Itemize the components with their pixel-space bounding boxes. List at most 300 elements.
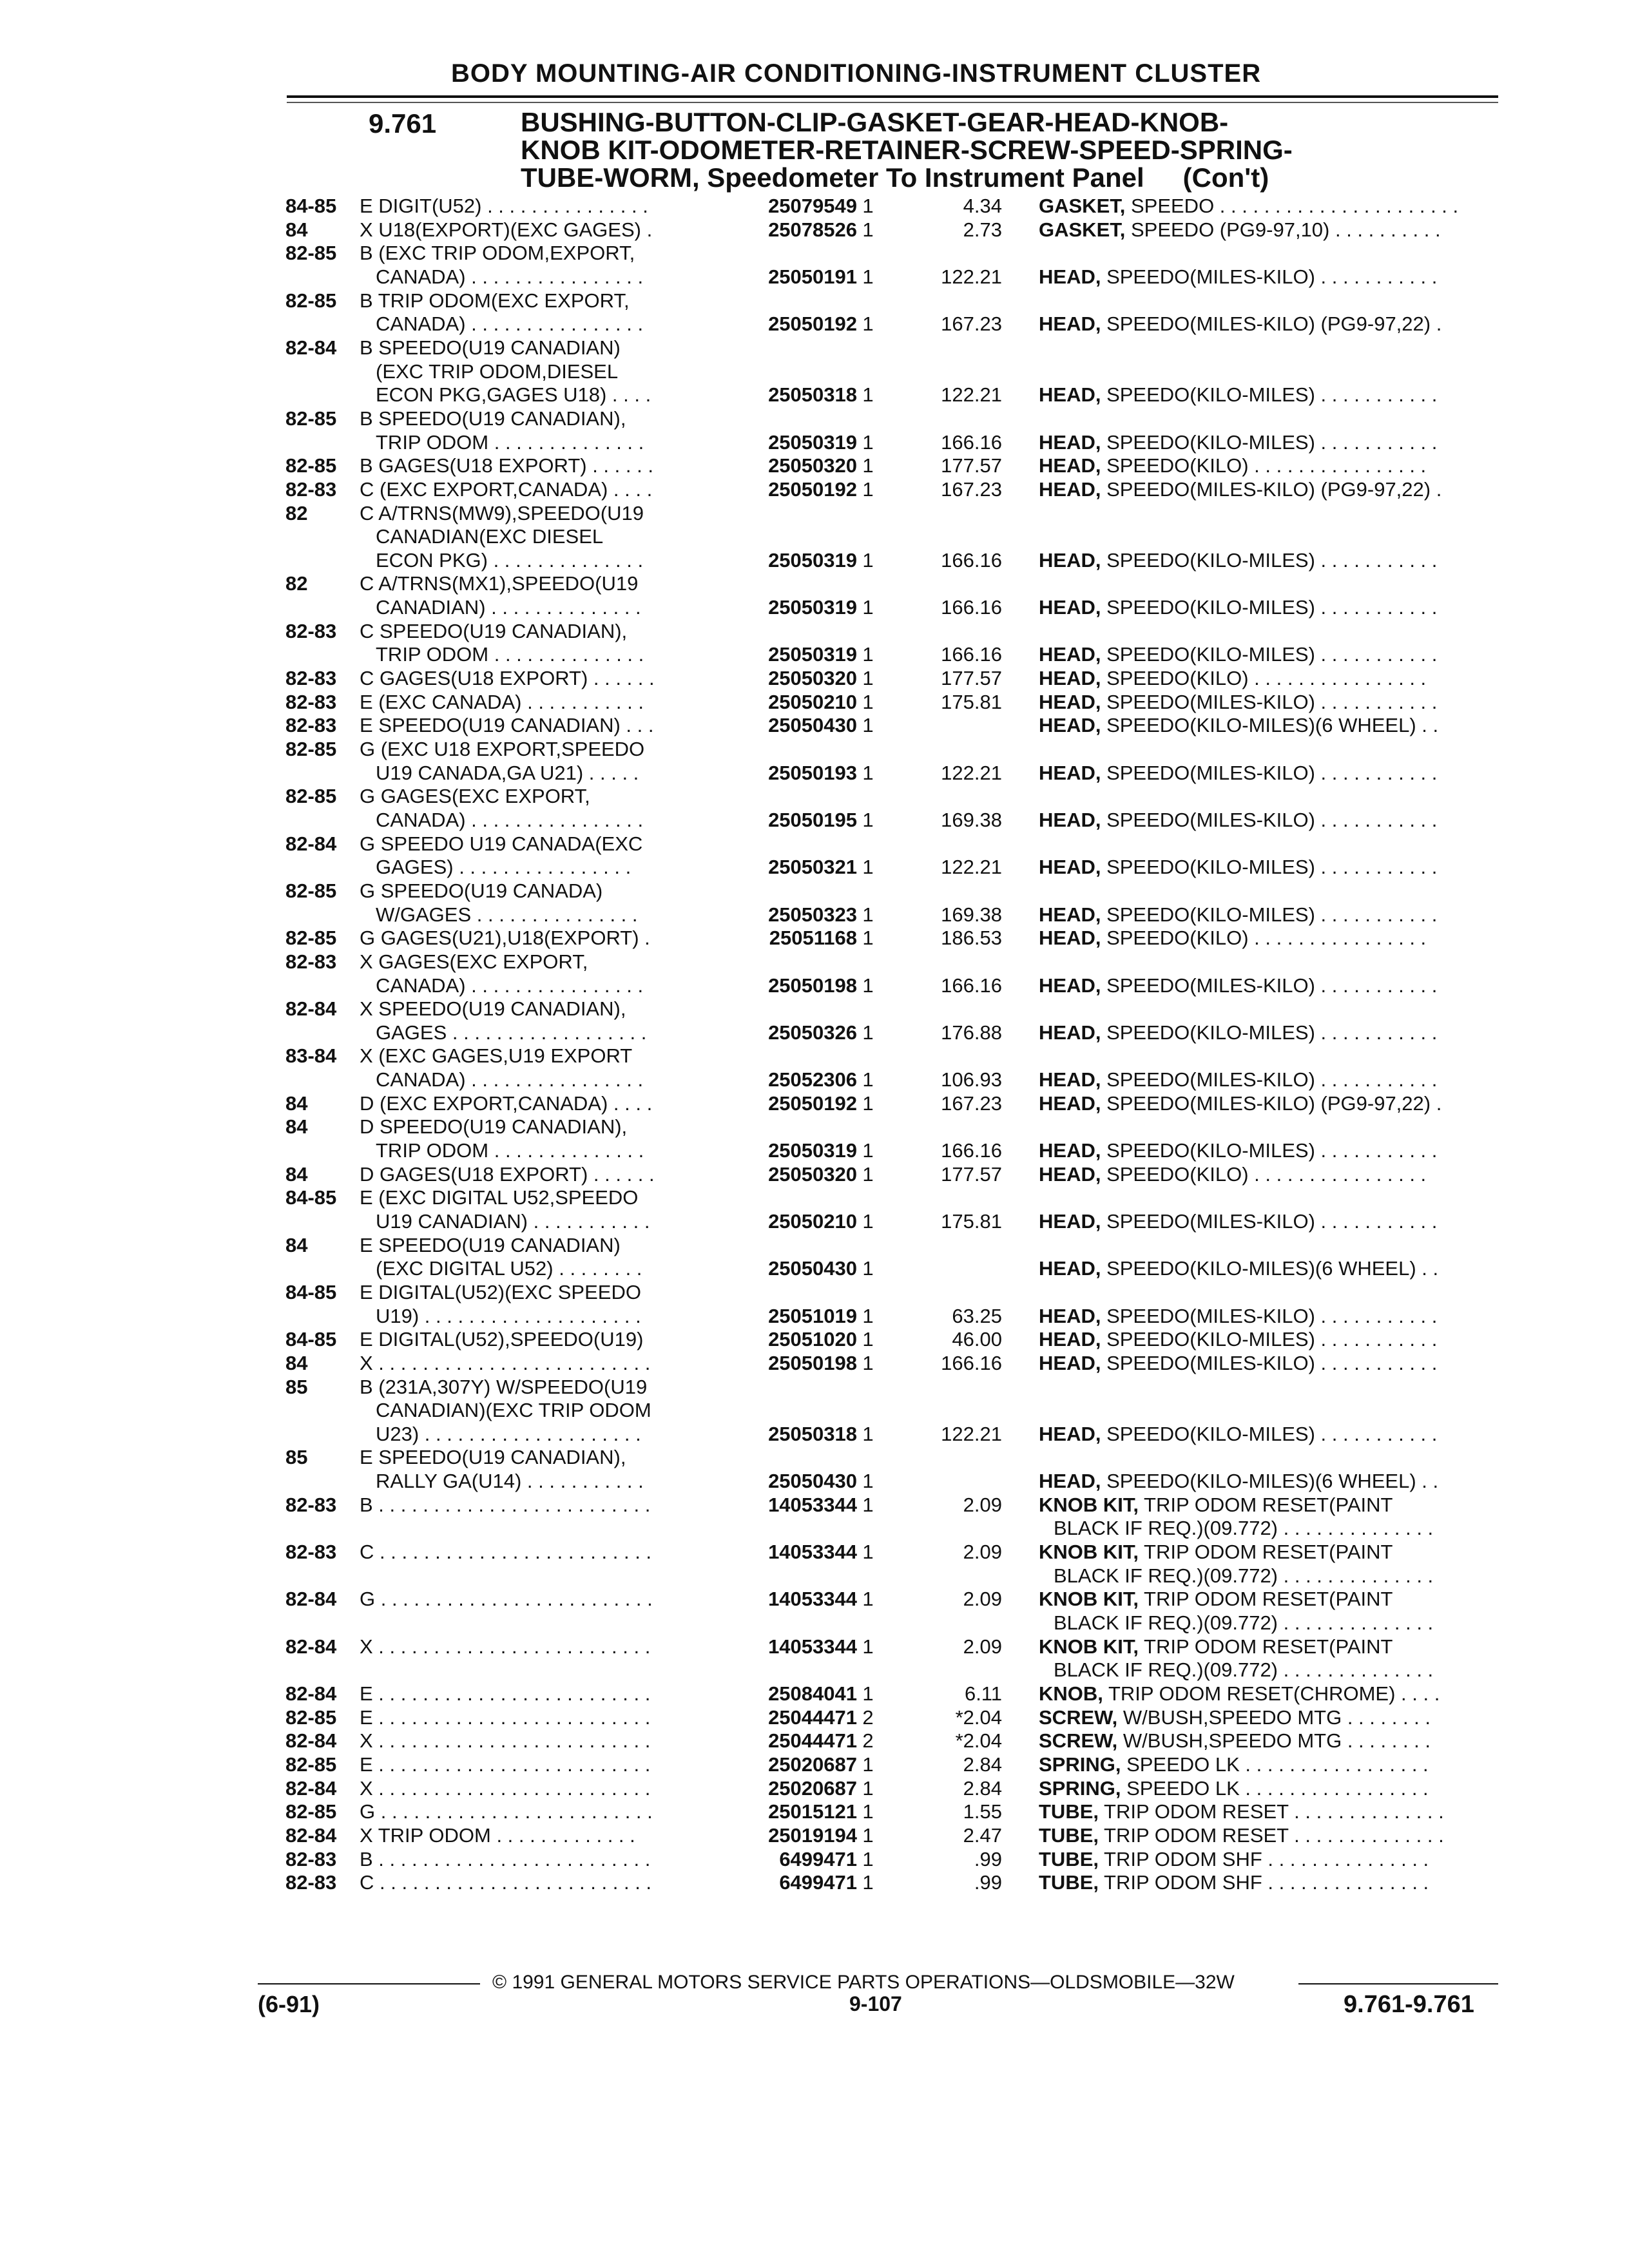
price: 2.84: [963, 1753, 1002, 1776]
table-row: [0, 406, 1629, 432]
application-description: X GAGES(EXC EXPORT,: [360, 950, 588, 973]
part-name: [1039, 666, 1426, 691]
part-name-keyword: HEAD,: [1039, 667, 1101, 689]
part-name-detail: SPEEDO(KILO-MILES) . . . . . . . . . . .: [1101, 643, 1438, 666]
quantity: 1: [862, 856, 874, 879]
table-row: [0, 453, 1629, 479]
table-row: [0, 1020, 1629, 1046]
part-name: [1039, 1256, 1438, 1282]
model-year: 84-85: [285, 1328, 337, 1351]
model-year: 82-83: [285, 619, 337, 642]
part-name-detail: SPEEDO(KILO) . . . . . . . . . . . . . . . .: [1101, 1162, 1427, 1186]
model-year: 84: [285, 1351, 308, 1374]
part-name-detail: BLACK IF REQ.)(09.772) . . . . . . . . . . . . . .: [1054, 1564, 1434, 1587]
model-year: 82-85: [285, 289, 337, 312]
section-title-line-3: [521, 164, 1293, 191]
part-name: [1054, 1563, 1433, 1589]
table-row: [0, 524, 1629, 550]
table-row: [0, 807, 1629, 833]
part-number: 25050192: [768, 312, 857, 336]
part-name-detail: TRIP ODOM RESET(CHROME) . . . .: [1103, 1682, 1440, 1705]
model-year: 82-85: [285, 1706, 337, 1729]
part-name-detail: SPEEDO(MILES-KILO) . . . . . . . . . . .: [1101, 265, 1438, 288]
application-description: CANADIAN(EXC DIESEL: [376, 525, 604, 548]
application-description: G . . . . . . . . . . . . . . . . . . . . . . . . .: [360, 1800, 653, 1823]
table-row: [0, 1539, 1629, 1565]
part-name-detail: SPEEDO(KILO-MILES)(6 WHEEL) . .: [1101, 714, 1439, 737]
part-name: [1039, 1303, 1437, 1329]
table-row: [0, 1728, 1629, 1754]
model-year: 82-84: [285, 1635, 337, 1658]
application-description: B GAGES(U18 EXPORT) . . . . . .: [360, 454, 653, 477]
application-description: C A/TRNS(MW9),SPEEDO(U19: [360, 501, 644, 524]
application-description: X . . . . . . . . . . . . . . . . . . . . . . . . .: [360, 1351, 651, 1374]
model-year: 82-85: [285, 785, 337, 808]
price: 122.21: [941, 761, 1002, 784]
application-description: X . . . . . . . . . . . . . . . . . . . . . . . . .: [360, 1635, 651, 1658]
table-row: [0, 1776, 1629, 1802]
quantity: 1: [862, 218, 874, 241]
application-description: B SPEEDO(U19 CANADIAN): [360, 336, 621, 359]
part-name-detail: SPEEDO(KILO-MILES) . . . . . . . . . . .: [1101, 383, 1438, 407]
application-description: C . . . . . . . . . . . . . . . . . . . . . . . . .: [360, 1541, 652, 1563]
price: .99: [974, 1871, 1002, 1894]
model-year: 82: [285, 501, 308, 524]
section-title: [521, 108, 1293, 191]
price: 166.16: [941, 430, 1002, 454]
application-description: U23) . . . . . . . . . . . . . . . . . . . .: [376, 1422, 641, 1445]
model-year: 82-83: [285, 477, 337, 501]
part-number: 25050320: [768, 667, 857, 689]
part-name-detail: SPEEDO(MILES-KILO) (PG9-97,22) .: [1101, 312, 1442, 336]
part-name-detail: SPEEDO(KILO) . . . . . . . . . . . . . . . .: [1101, 454, 1427, 477]
part-name: [1039, 925, 1426, 951]
quantity: 2: [862, 1729, 874, 1753]
footer-rule-left: [258, 1983, 480, 1984]
part-name: [1039, 689, 1437, 715]
model-year: 84-85: [285, 1280, 337, 1303]
application-description: G GAGES(U21),U18(EXPORT) .: [360, 927, 650, 950]
application-description: X . . . . . . . . . . . . . . . . . . . . . . . . .: [360, 1776, 651, 1800]
part-number: 25050210: [768, 1210, 857, 1233]
part-name: [1039, 1870, 1429, 1896]
table-row: [0, 1468, 1629, 1494]
part-name-detail: SPEEDO(MILES-KILO) . . . . . . . . . . .: [1101, 808, 1438, 831]
part-name-keyword: SCREW,: [1039, 1706, 1118, 1729]
price: 2.09: [963, 1635, 1002, 1658]
part-name-keyword: HEAD,: [1039, 383, 1101, 407]
model-year: 85: [285, 1375, 308, 1398]
quantity: 1: [862, 383, 874, 407]
application-description: E DIGIT(U52) . . . . . . . . . . . . . . .: [360, 195, 648, 217]
part-name-keyword: SCREW,: [1039, 1729, 1118, 1753]
part-number: 14053344: [768, 1493, 857, 1516]
part-number: 25050193: [768, 761, 857, 784]
part-name: [1054, 1515, 1433, 1541]
quantity: 1: [862, 643, 874, 666]
price: *2.04: [955, 1706, 1002, 1729]
quantity: 1: [862, 667, 874, 689]
quantity: 1: [862, 1328, 874, 1351]
table-row: [0, 1681, 1629, 1707]
application-description: TRIP ODOM . . . . . . . . . . . . . .: [376, 430, 644, 454]
part-name-keyword: HEAD,: [1039, 1422, 1101, 1445]
quantity: 1: [862, 548, 874, 572]
part-number: 25050198: [768, 1351, 857, 1374]
footer-copyright: © 1991 GENERAL MOTORS SERVICE PARTS OPERATIONS—OLDSMOBILE—32W: [492, 1972, 1235, 1993]
table-row: [0, 1091, 1629, 1117]
model-year: 82-84: [285, 336, 337, 359]
part-name: [1039, 1776, 1429, 1802]
part-name: [1039, 854, 1437, 880]
part-name-keyword: HEAD,: [1039, 690, 1101, 713]
part-name-detail: SPEEDO(MILES-KILO) . . . . . . . . . . .: [1101, 1210, 1438, 1233]
model-year: 82-84: [285, 1682, 337, 1705]
table-row: [0, 1374, 1629, 1400]
quantity: 1: [862, 1304, 874, 1327]
application-description: E DIGITAL(U52)(EXC SPEEDO: [360, 1280, 641, 1303]
price: *2.04: [955, 1729, 1002, 1753]
model-year: 82-83: [285, 667, 337, 689]
part-number: 25050326: [768, 1021, 857, 1044]
part-name-keyword: HEAD,: [1039, 1351, 1101, 1374]
part-name-detail: TRIP ODOM RESET . . . . . . . . . . . . . .: [1099, 1823, 1444, 1847]
table-row: [0, 619, 1629, 644]
part-name: [1039, 1138, 1437, 1164]
application-description: RALLY GA(U14) . . . . . . . . . . .: [376, 1470, 644, 1493]
quantity: 1: [862, 1162, 874, 1186]
table-row: [0, 311, 1629, 337]
model-year: 84: [285, 218, 308, 241]
part-name-detail: SPEEDO(MILES-KILO) . . . . . . . . . . .: [1101, 974, 1438, 997]
quantity: 1: [862, 1091, 874, 1115]
part-number: 25050320: [768, 1162, 857, 1186]
application-description: X (EXC GAGES,U19 EXPORT: [360, 1044, 633, 1068]
table-row: [0, 382, 1629, 408]
application-description: E SPEEDO(U19 CANADIAN) . . .: [360, 714, 654, 737]
part-name-keyword: KNOB KIT,: [1039, 1493, 1139, 1516]
part-name-detail: SPEEDO . . . . . . . . . . . . . . . . . . . . . .: [1125, 195, 1459, 217]
part-name-detail: SPEEDO(MILES-KILO) . . . . . . . . . . .: [1101, 1068, 1438, 1091]
price: 166.16: [941, 1351, 1002, 1374]
part-number: 25050321: [768, 856, 857, 879]
part-name-keyword: HEAD,: [1039, 1257, 1101, 1280]
table-row: [0, 1256, 1629, 1282]
part-name: [1039, 1705, 1431, 1731]
price: 122.21: [941, 265, 1002, 288]
model-year: 82-84: [285, 1588, 337, 1611]
part-name-detail: SPEEDO(KILO-MILES) . . . . . . . . . . .: [1101, 548, 1438, 572]
quantity: 1: [862, 1493, 874, 1516]
price: 175.81: [941, 690, 1002, 713]
part-name: [1039, 1728, 1431, 1754]
table-row: [0, 996, 1629, 1022]
part-name-detail: SPEEDO(KILO-MILES)(6 WHEEL) . .: [1101, 1257, 1439, 1280]
part-number: 25050319: [768, 596, 857, 619]
part-name: [1054, 1610, 1433, 1636]
table-row: [0, 925, 1629, 951]
part-name-keyword: HEAD,: [1039, 1091, 1101, 1115]
quantity: 1: [862, 1682, 874, 1705]
price: 2.73: [963, 218, 1002, 241]
model-year: 84: [285, 1162, 308, 1186]
table-row: [0, 854, 1629, 880]
part-name: [1039, 1020, 1437, 1046]
part-name-detail: SPEEDO(KILO-MILES) . . . . . . . . . . .: [1101, 596, 1438, 619]
part-number: 25044471: [768, 1729, 857, 1753]
model-year: 82-85: [285, 454, 337, 477]
table-row: [0, 571, 1629, 597]
part-name-keyword: HEAD,: [1039, 1021, 1101, 1044]
application-description: ECON PKG) . . . . . . . . . . . . . .: [376, 548, 644, 572]
part-number: 6499471: [779, 1871, 857, 1894]
application-description: W/GAGES . . . . . . . . . . . . . . .: [376, 903, 638, 926]
quantity: 1: [862, 1753, 874, 1776]
application-description: C SPEEDO(U19 CANADIAN),: [360, 619, 628, 642]
part-name: [1039, 1209, 1437, 1235]
application-description: D (EXC EXPORT,CANADA) . . . .: [360, 1091, 653, 1115]
table-row: [0, 335, 1629, 361]
table-row: [0, 1138, 1629, 1164]
part-name-keyword: TUBE,: [1039, 1871, 1099, 1894]
part-name-detail: SPEEDO(MILES-KILO) . . . . . . . . . . .: [1101, 761, 1438, 784]
table-row: [0, 1162, 1629, 1187]
table-row: [0, 1303, 1629, 1329]
application-description: C GAGES(U18 EXPORT) . . . . . .: [360, 667, 655, 689]
application-description: X SPEEDO(U19 CANADIAN),: [360, 997, 626, 1021]
quantity: 1: [862, 1823, 874, 1847]
table-row: [0, 949, 1629, 975]
part-name-keyword: HEAD,: [1039, 927, 1101, 950]
part-name: [1039, 1468, 1438, 1494]
price: 2.09: [963, 1493, 1002, 1516]
part-name-detail: SPEEDO(KILO-MILES)(6 WHEEL) . .: [1101, 1470, 1439, 1493]
quantity: 1: [862, 596, 874, 619]
model-year: 82-83: [285, 1847, 337, 1870]
table-row: [0, 288, 1629, 314]
part-number: 25050191: [768, 265, 857, 288]
part-number: 25015121: [768, 1800, 857, 1823]
model-year: 84: [285, 1115, 308, 1139]
table-row: [0, 1752, 1629, 1778]
part-number: 25050320: [768, 454, 857, 477]
price: 166.16: [941, 974, 1002, 997]
table-row: [0, 359, 1629, 385]
model-year: 82-83: [285, 1493, 337, 1516]
quantity: 1: [862, 312, 874, 336]
table-row: [0, 1209, 1629, 1235]
part-name: [1039, 1091, 1441, 1117]
model-year: 82-84: [285, 1823, 337, 1847]
price: 167.23: [941, 1091, 1002, 1115]
price: 1.55: [963, 1800, 1002, 1823]
model-year: 85: [285, 1446, 308, 1469]
part-name-keyword: GASKET,: [1039, 218, 1126, 241]
part-number: 25050319: [768, 643, 857, 666]
part-name-detail: BLACK IF REQ.)(09.772) . . . . . . . . . . . . . .: [1054, 1658, 1434, 1682]
part-number: 25050210: [768, 690, 857, 713]
application-description: B (EXC TRIP ODOM,EXPORT,: [360, 242, 635, 265]
application-description: E . . . . . . . . . . . . . . . . . . . . . . . . .: [360, 1682, 651, 1705]
table-row: [0, 240, 1629, 266]
table-row: [0, 477, 1629, 503]
part-name-detail: TRIP ODOM RESET(PAINT: [1139, 1493, 1393, 1516]
section-continued-label: (Con't): [1182, 162, 1269, 193]
part-number: 25050192: [768, 477, 857, 501]
table-row: [0, 1067, 1629, 1093]
part-name-keyword: KNOB KIT,: [1039, 1635, 1139, 1658]
quantity: 1: [862, 265, 874, 288]
part-name: [1039, 1421, 1437, 1447]
part-name: [1039, 1539, 1393, 1565]
quantity: 1: [862, 1257, 874, 1280]
model-year: 84-85: [285, 1186, 337, 1209]
model-year: 84-85: [285, 195, 337, 217]
table-row: [0, 1586, 1629, 1612]
part-name: [1039, 760, 1437, 786]
table-row: [0, 1421, 1629, 1447]
application-description: G SPEEDO(U19 CANADA): [360, 879, 603, 902]
part-name-keyword: HEAD,: [1039, 714, 1101, 737]
part-name-detail: W/BUSH,SPEEDO MTG . . . . . . . .: [1117, 1729, 1431, 1753]
table-row: [0, 1563, 1629, 1589]
part-name: [1039, 1067, 1437, 1093]
part-number: 25050430: [768, 1470, 857, 1493]
part-name-keyword: HEAD,: [1039, 548, 1101, 572]
part-name: [1039, 1823, 1444, 1849]
footer-section-range: 9.761-9.761: [1344, 1991, 1474, 2018]
table-row: [0, 1847, 1629, 1872]
table-row: [0, 1327, 1629, 1352]
price: 122.21: [941, 856, 1002, 879]
part-name-keyword: HEAD,: [1039, 312, 1101, 336]
table-row: [0, 1445, 1629, 1470]
part-name: [1039, 264, 1437, 290]
model-year: 84: [285, 1091, 308, 1115]
part-name-keyword: HEAD,: [1039, 1210, 1101, 1233]
table-row: [0, 1043, 1629, 1069]
application-description: B (231A,307Y) W/SPEEDO(U19: [360, 1375, 648, 1398]
table-row: [0, 760, 1629, 786]
table-row: [0, 736, 1629, 762]
quantity: 1: [862, 761, 874, 784]
table-row: [0, 1185, 1629, 1211]
table-row: [0, 831, 1629, 857]
application-description: B SPEEDO(U19 CANADIAN),: [360, 407, 626, 430]
model-year: 82-85: [285, 927, 337, 950]
part-name-detail: SPEEDO(MILES-KILO) . . . . . . . . . . .: [1101, 1351, 1438, 1374]
part-number: 25051168: [769, 927, 857, 950]
quantity: 1: [862, 1588, 874, 1611]
application-description: C . . . . . . . . . . . . . . . . . . . . . . . . .: [360, 1871, 652, 1894]
part-name-detail: SPEEDO(KILO-MILES) . . . . . . . . . . .: [1101, 1422, 1438, 1445]
part-name-keyword: KNOB KIT,: [1039, 1588, 1139, 1611]
part-number: 25050430: [768, 1257, 857, 1280]
part-name-keyword: HEAD,: [1039, 596, 1101, 619]
part-name-keyword: TUBE,: [1039, 1847, 1099, 1870]
part-number: 25019194: [768, 1823, 857, 1847]
quantity: 1: [862, 1021, 874, 1044]
table-row: [0, 1233, 1629, 1258]
application-description: CANADA) . . . . . . . . . . . . . . . .: [376, 1068, 644, 1091]
part-name-detail: TRIP ODOM SHF . . . . . . . . . . . . . . .: [1099, 1871, 1429, 1894]
part-name: [1039, 477, 1441, 503]
application-description: E (EXC DIGITAL U52,SPEEDO: [360, 1186, 639, 1209]
part-name-keyword: HEAD,: [1039, 1162, 1101, 1186]
table-row: [0, 666, 1629, 691]
part-name: [1039, 548, 1437, 573]
table-row: [0, 1799, 1629, 1825]
part-name-detail: SPEEDO(KILO-MILES) . . . . . . . . . . .: [1101, 1021, 1438, 1044]
part-name: [1039, 1492, 1393, 1518]
part-name-detail: TRIP ODOM RESET . . . . . . . . . . . . . .: [1099, 1800, 1444, 1823]
price: 169.38: [941, 903, 1002, 926]
table-row: [0, 595, 1629, 620]
part-name: [1039, 217, 1441, 243]
part-number: 25078526: [768, 218, 857, 241]
part-name-detail: W/BUSH,SPEEDO MTG . . . . . . . .: [1117, 1706, 1431, 1729]
part-name-keyword: KNOB KIT,: [1039, 1541, 1139, 1563]
application-description: CANADA) . . . . . . . . . . . . . . . .: [376, 974, 644, 997]
price: 175.81: [941, 1210, 1002, 1233]
part-number: 25050319: [768, 430, 857, 454]
application-description: U19) . . . . . . . . . . . . . . . . . . . .: [376, 1304, 641, 1327]
part-name: [1039, 807, 1437, 833]
part-name-keyword: HEAD,: [1039, 1328, 1101, 1351]
application-description: D GAGES(U18 EXPORT) . . . . . .: [360, 1162, 655, 1186]
footer-page-number: 9-107: [849, 1992, 902, 2015]
application-description: G SPEEDO U19 CANADA(EXC: [360, 832, 643, 855]
model-year: 82-84: [285, 997, 337, 1021]
quantity: 2: [862, 1706, 874, 1729]
table-row: [0, 1280, 1629, 1305]
part-number: 25020687: [768, 1776, 857, 1800]
application-description: CANADIAN) . . . . . . . . . . . . . .: [376, 596, 641, 619]
part-name-keyword: HEAD,: [1039, 1068, 1101, 1091]
part-name-detail: SPEEDO LK . . . . . . . . . . . . . . . . .: [1121, 1776, 1429, 1800]
application-description: E . . . . . . . . . . . . . . . . . . . . . . . . .: [360, 1753, 651, 1776]
part-number: 25084041: [768, 1682, 857, 1705]
part-name: [1039, 1799, 1444, 1825]
table-row: [0, 689, 1629, 715]
model-year: 82-84: [285, 832, 337, 855]
part-name-keyword: HEAD,: [1039, 974, 1101, 997]
model-year: 82-83: [285, 1541, 337, 1563]
application-description: B TRIP ODOM(EXC EXPORT,: [360, 289, 630, 312]
quantity: 1: [862, 1871, 874, 1894]
part-number: 25050430: [768, 714, 857, 737]
table-row: [0, 264, 1629, 290]
quantity: 1: [862, 1800, 874, 1823]
table-row: [0, 1492, 1629, 1518]
price: 4.34: [963, 195, 1002, 217]
part-number: 25052306: [768, 1068, 857, 1091]
model-year: 82-85: [285, 242, 337, 265]
price: 122.21: [941, 1422, 1002, 1445]
part-number: 25050318: [768, 383, 857, 407]
application-description: ECON PKG,GAGES U18) . . . .: [376, 383, 651, 407]
part-name-detail: SPEEDO(MILES-KILO) (PG9-97,22) .: [1101, 477, 1442, 501]
price: 46.00: [952, 1328, 1002, 1351]
part-name-detail: SPEEDO(KILO-MILES) . . . . . . . . . . .: [1101, 430, 1438, 454]
table-row: [0, 642, 1629, 668]
part-name-detail: TRIP ODOM SHF . . . . . . . . . . . . . . .: [1099, 1847, 1429, 1870]
table-row: [0, 1114, 1629, 1140]
table-row: [0, 973, 1629, 999]
table-row: [0, 217, 1629, 243]
header-rule-thin: [287, 102, 1498, 103]
part-name-keyword: HEAD,: [1039, 903, 1101, 926]
